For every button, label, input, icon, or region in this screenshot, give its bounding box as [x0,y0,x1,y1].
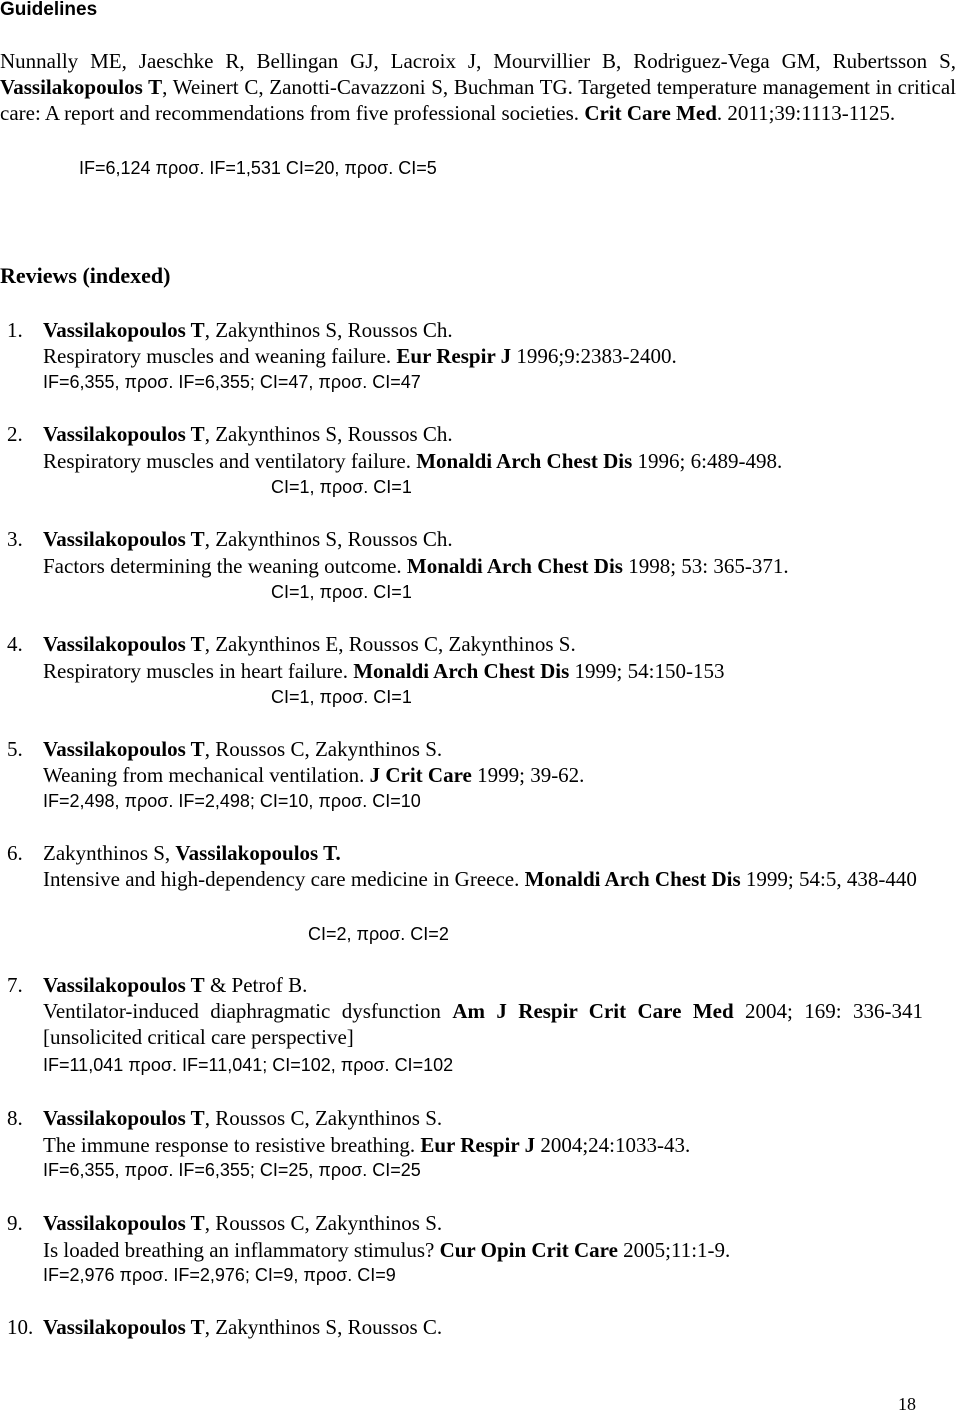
review-title: Is loaded breathing an inflammatory stimulus? [43,1238,440,1262]
review-title: Respiratory muscles and ventilatory failure. [43,449,417,473]
review-number: 2. [7,422,23,446]
review-journal: Monaldi Arch Chest Dis [353,659,570,683]
review-title-line [43,346,677,367]
review-title-line [43,998,923,1050]
review-title: The immune response to resistive breathing. [43,1133,421,1157]
review-citation: 2004; 169: 336-341 [unsolicited critical care perspective] [43,999,923,1049]
reviews-heading: Reviews (indexed) [0,263,171,288]
review-number: 3. [7,527,23,551]
guideline-entry [0,48,956,126]
review-metrics: CI=1, προσ. CI=1 [271,477,412,497]
review-title-line [43,866,920,892]
review-title-line [43,661,724,682]
guideline-title: Targeted temperature management in critical care: A report and recommendations from five professional societies. [0,75,956,125]
review-number: 4. [7,632,23,656]
review-title-line [43,765,584,786]
review-metrics: IF=6,355, προσ. IF=6,355; CI=25, προσ. CI=25 [43,1160,421,1180]
review-number: 7. [7,973,23,997]
review-title: Respiratory muscles in heart failure. [43,659,354,683]
review-citation: 1999; 39-62. [471,763,585,787]
review-journal: Am J Respir Crit Care Med [452,999,734,1023]
review-authors: Vassilakopoulos T, Zakynthinos S, Roussos Ch. [43,527,453,551]
review-citation: 2004;24:1033-43. [535,1133,691,1157]
review-number: 5. [7,737,23,761]
review-title-line [43,1135,690,1156]
review-authors: Vassilakopoulos T, Roussos C, Zakynthinos S. [43,1211,443,1235]
guideline-metrics: IF=6,124 προσ. IF=1,531 CI=20, προσ. CI=5 [79,158,437,178]
review-number: 9. [7,1211,23,1235]
review-number: 8. [7,1106,23,1130]
review-title: Intensive and high-dependency care medicine in Greece. [43,867,525,891]
review-authors: Vassilakopoulos T, Zakynthinos S, Roussos Ch. [43,318,453,342]
guideline-authors: Nunnally ME, Jaeschke R, Bellingan GJ, Lacroix J, Mourvillier B, Rodriguez-Vega GM, Rubertsson S, [0,49,956,73]
review-metrics: IF=2,498, προσ. IF=2,498; CI=10, προσ. CI=10 [43,791,421,811]
review-authors: Zakynthinos S, Vassilakopoulos T. [43,841,341,865]
review-metrics: CI=2, προσ. CI=2 [308,924,449,944]
review-citation: 2005;11:1-9. [617,1238,731,1262]
review-journal: J Crit Care [369,763,472,787]
review-journal: Eur Respir J [396,344,512,368]
review-title: Respiratory muscles and weaning failure. [43,344,397,368]
review-number: 1. [7,318,23,342]
review-number: 10. [7,1315,34,1339]
review-citation: 1996; 6:489-498. [632,449,783,473]
review-title: Factors determining the weaning outcome. [43,554,407,578]
review-title-line [43,556,789,577]
review-title-line [43,451,782,472]
review-title: Ventilator-induced diaphragmatic dysfunction [43,999,453,1023]
review-citation: 1996;9:2383-2400. [511,344,677,368]
review-authors: Vassilakopoulos T, Roussos C, Zakynthinos S. [43,737,443,761]
guideline-highlight-author: Vassilakopoulos T [0,75,163,99]
review-authors: Vassilakopoulos T & Petrof B. [43,973,308,997]
review-citation: 1998; 53: 365-371. [622,554,789,578]
review-number: 6. [7,841,23,865]
guideline-authors-rest: , Weinert C, Zanotti-Cavazzoni S, Buchman TG. [162,75,573,99]
review-citation: 1999; 54:150-153 [569,659,725,683]
guideline-citation: . 2011;39:1113-1125. [716,101,896,125]
review-journal: Monaldi Arch Chest Dis [416,449,633,473]
review-journal: Monaldi Arch Chest Dis [524,867,741,891]
guidelines-heading: Guidelines [0,0,98,20]
guideline-journal: Crit Care Med [584,101,717,125]
review-metrics: CI=1, προσ. CI=1 [271,687,412,707]
review-authors: Vassilakopoulos T, Zakynthinos S, Roussos C. [43,1315,443,1339]
review-journal: Monaldi Arch Chest Dis [406,554,623,578]
review-authors: Vassilakopoulos T, Zakynthinos S, Roussos Ch. [43,422,453,446]
review-metrics: CI=1, προσ. CI=1 [271,582,412,602]
review-citation: 1999; 54:5, 438-440 [740,867,917,891]
page-number: 18 [898,1394,916,1414]
review-journal: Eur Respir J [420,1133,536,1157]
review-journal: Cur Opin Crit Care [439,1238,618,1262]
review-title: Weaning from mechanical ventilation. [43,763,370,787]
review-authors: Vassilakopoulos T, Zakynthinos E, Roussos C, Zakynthinos S. [43,632,576,656]
review-metrics: IF=11,041 προσ. IF=11,041; CI=102, προσ. CI=102 [43,1055,454,1075]
review-title-line [43,1240,730,1261]
review-authors: Vassilakopoulos T, Roussos C, Zakynthinos S. [43,1106,443,1130]
review-metrics: IF=2,976 προσ. IF=2,976; CI=9, προσ. CI=9 [43,1265,396,1285]
review-metrics: IF=6,355, προσ. IF=6,355; CI=47, προσ. CI=47 [43,372,421,392]
